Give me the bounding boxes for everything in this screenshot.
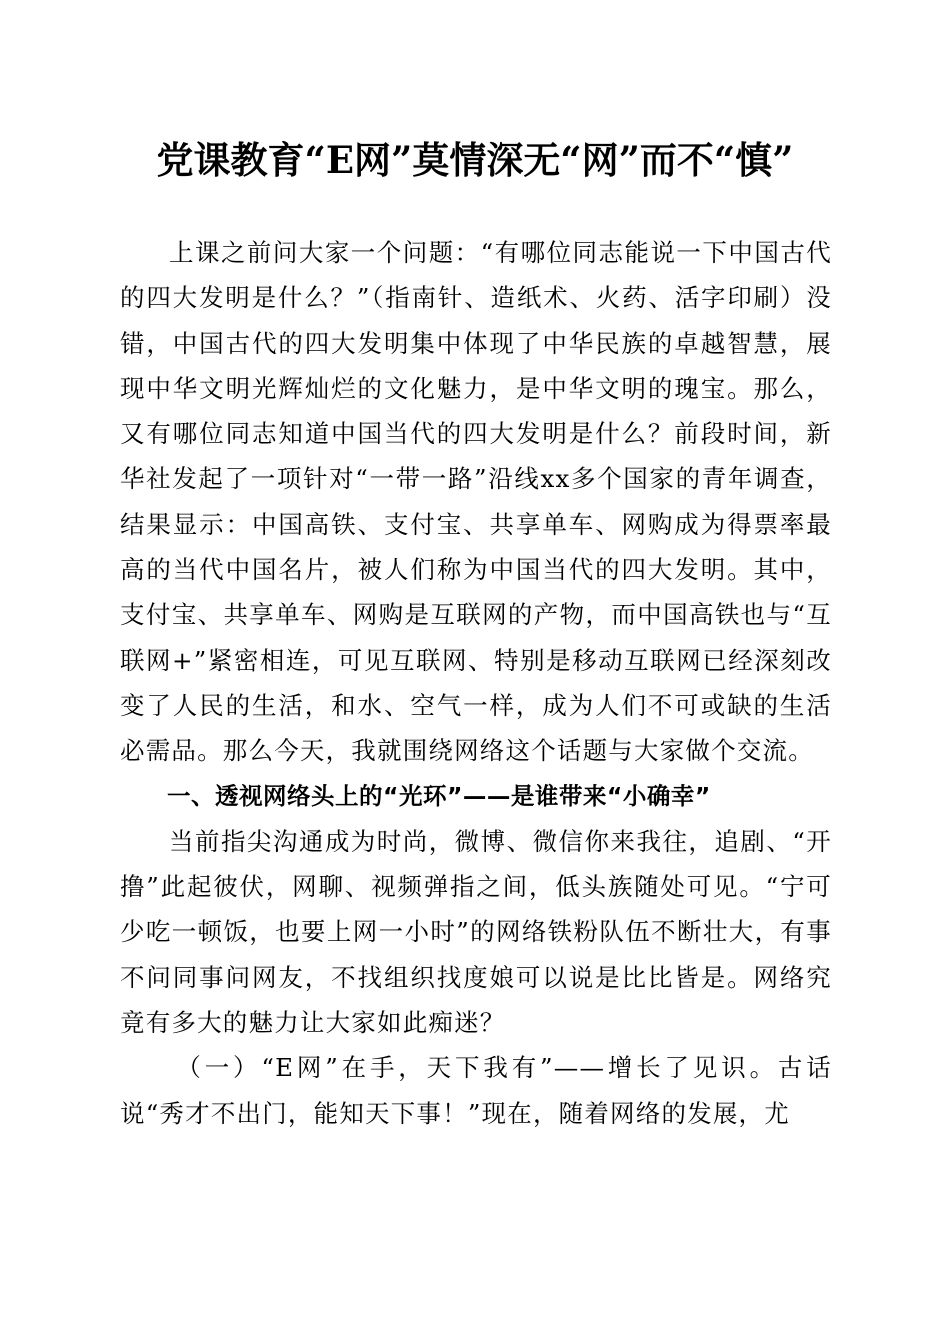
intro-paragraph: 上课之前问大家一个问题：“有哪位同志能说一下中国古代的四大发明是什么？”（指南针、造纸术、火药、活字印刷）没错，中国古代的四大发明集中体现了中华民族的卓越智慧，展现中华文明光辉灿烂的文化魅力，是中华文明的瑰宝。那么，又有哪位同志知道中国当代的四大发明是什么？前段时间，新华社发起了一项针对“一带一路”沿线xx多个国家的青年调查，结果显示：中国高铁、支付宝、共享单车、网购成为得票率最高的当代中国名片，被人们称为中国当代的四大发明。其中，支付宝、共享单车、网购是互联网的产物，而中国高铁也与“互联网+”紧密相连，可见互联网、特别是移动互联网已经深刻改变了人民的生活，和水、空气一样，成为人们不可或缺的生活必需品。那么今天，我就围绕网络这个话题与大家做个交流。 [120,238,832,766]
section-1-paragraph: 当前指尖沟通成为时尚，微博、微信你来我往，追剧、“开撸”此起彼伏，网聊、视频弹指之间，低头族随处可见。“宁可少吃一顿饭，也要上网一小时”的网络铁粉队伍不断壮大，有事不问同事问网友，不找组织找度娘可以说是比比皆是。网络究竟有多大的魅力让大家如此痴迷？ [120,826,832,1038]
section-heading-1: 一、透视网络头上的“光环”——是谁带来“小确幸” [167,781,711,810]
document-body [120,230,832,1136]
document-title: 党课教育“E网”莫情深无“网”而不“慎” [156,138,794,182]
subsection-1-paragraph: （一）“E网”在手，天下我有”——增长了见识。古话说“秀才不出门，能知天下事！”现在，随着网络的发展，尤 [120,1053,832,1128]
